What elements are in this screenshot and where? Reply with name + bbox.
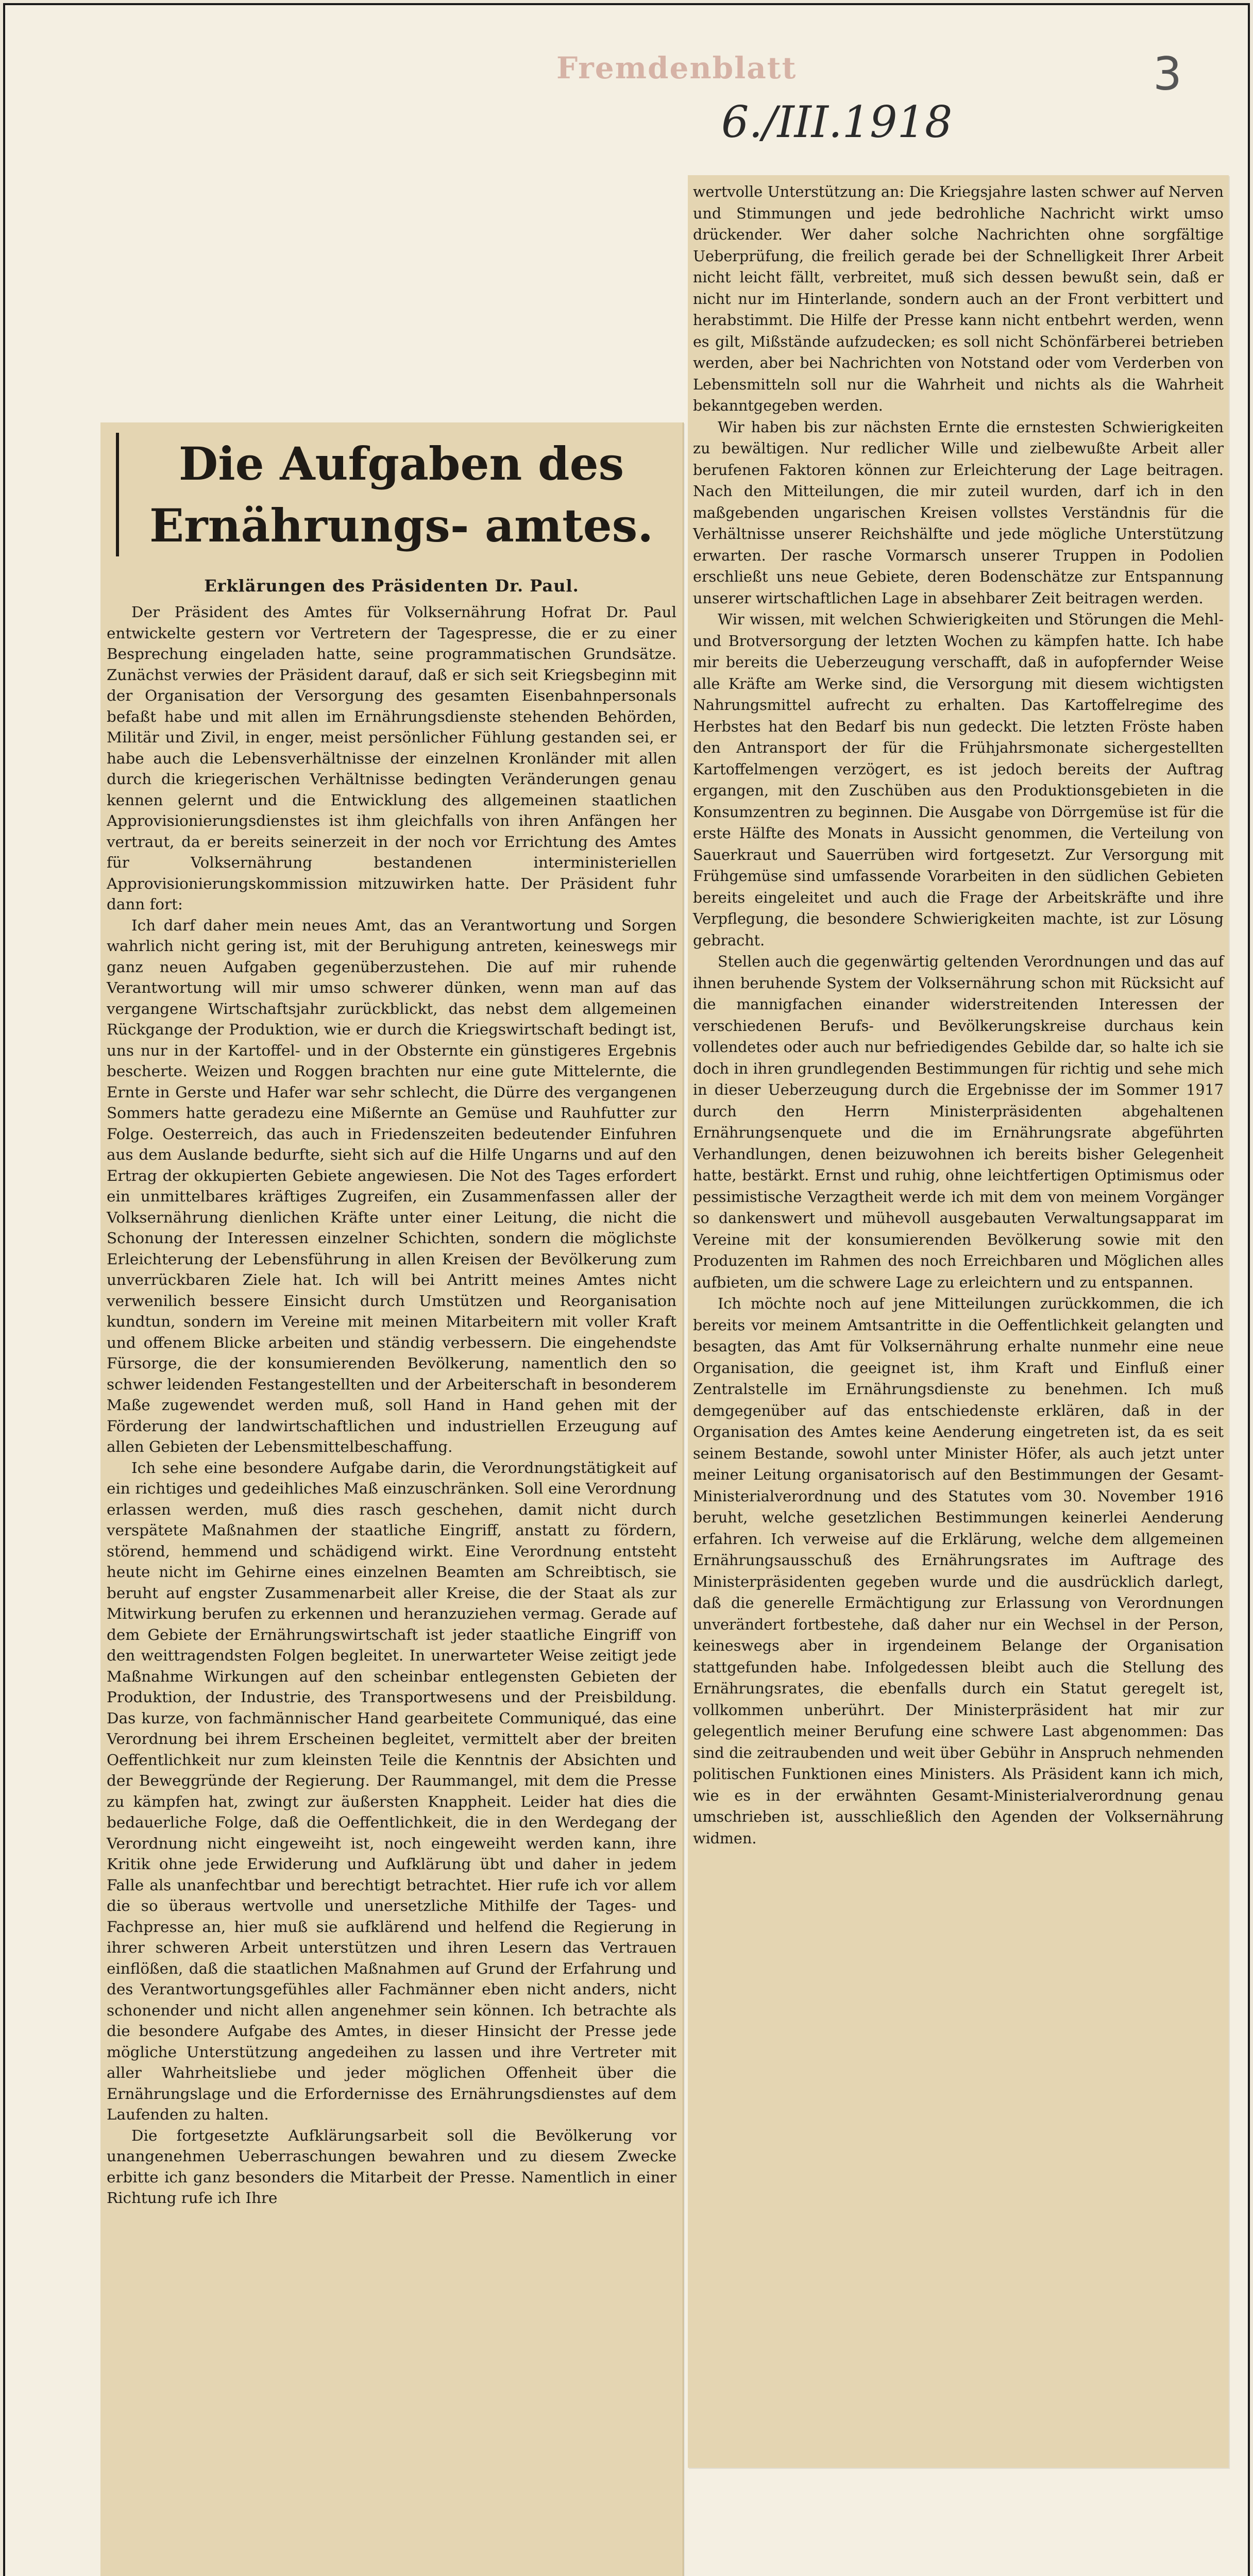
paragraph: Ich möchte noch auf jene Mitteilungen zurückkommen, die ich bereits vor meinem Amtsantritte in die Oeffentlichkeit gelangten und besagten, das Amt für Volksernährung erhalte nunmehr eine neue Organisation, die geeignet ist, ihm Kraft und Einfluß einer Zentralstelle im Ernährungsdienste zu benehmen. Ich muß demgegenüber auf das entschiedenste erklären, daß in der Organisation des Amtes keine Aenderung eingetreten ist, da es seit seinem Bestande, sowohl unter Minister Höfer, als auch jetzt unter meiner Leitung organisatorisch auf den Bestimmungen der Gesamt-Ministerialverordnung und des Statutes vom 30. November 1916 beruht, welche gesetzlichen Bestimmungen keinerlei Aenderung erfahren. Ich verweise auf die Erklärung, welche dem allgemeinen Ernährungsausschuß des Ernährungsrates im Auftrage des Ministerpräsidenten gegeben wurde und die ausdrücklich darlegt, daß die generelle Ermächtigung zur Erlassung von Verordnungen unverändert fortbestehe, daß daher nur ein Wechsel in der Person, keineswegs aber in irgendeinem Belange der Organisation stattgefunden habe. Infolgedessen bleibt auch die Stellung des Ernährungsrates, die ebenfalls durch ein Statut geregelt ist, vollkommen unberührt. Der Ministerpräsident hat mir zur gelegentlich meiner Berufung eine schwere Last abgenommen: Das sind die zeitraubenden und weit über Gebühr in Anspruch nehmenden politischen Funktionen eines Ministers. Als Präsident kann ich mich, wie es in der erwähnten Gesamt-Ministerialverordnung genau umschrieben ist, ausschließlich den Agenden der Volksernährung widmen. [693, 1295, 1224, 1847]
newspaper-masthead: Fremdenblatt [556, 50, 797, 86]
article-headline: Die Aufgaben des Ernährungs- amtes. [116, 433, 676, 556]
paragraph: Die fortgesetzte Aufklärungsarbeit soll die Bevölkerung vor unangenehmen Ueberraschungen bewahren und zu diesem Zwecke erbitte ich ganz besonders die Mitarbeit der Presse. Namentlich in einer Richtung rufe ich Ihre [107, 2126, 676, 2207]
paragraph: Ich darf daher mein neues Amt, das an Verantwortung und Sorgen wahrlich nicht gering ist, mit der Beruhigung antreten, keineswegs mir ganz neuen Aufgaben gegenüberzustehen. Die auf mir ruhende Verantwortung will mir umso schwerer dünken, wenn man auf das vergangene Wirtschaftsjahr zurückblickt, das nebst dem allgemeinen Rückgange der Produktion, wie er durch die Kriegswirtschaft bedingt ist, uns nur in der Kartoffel- und in der Obsternte ein günstigeres Ergebnis bescherte. Weizen und Roggen brachten nur eine gute Mittelernte, die Ernte in Gerste und Hafer war sehr schlecht, die Dürre des vergangenen Sommers hatte geradezu eine Mißernte an Gemüse und Rauhfutter zur Folge. Oesterreich, das auch in Friedenszeiten bedeutender Einfuhren aus dem Auslande bedurfte, sieht sich auf die Hilfe Ungarns und auf den Ertrag der okkupierten Gebiete angewiesen. Die Not des Tages erfordert ein unmittelbares kräftiges Zugreifen, ein Zusammenfassen aller der Volksernährung dienlichen Kräfte unter einer Leitung, die nicht die Schonung der Interessen einzelner Schichten, sondern die möglichste Erleichterung der Lebensführung in allen Kreisen der Bevölkerung zum unverrückbaren Ziele hat. Ich will bei Antritt meines Amtes nicht verwenilich bessere Einsicht durch Umstützen und Reorganisation kundtun, sondern im Vereine mit meinen Mitarbeitern mit voller Kraft und offenem Blicke arbeiten und ständig verbessern. Die eingehendste Fürsorge, die der konsumierenden Bevölkerung, namentlich den so schwer leidenden Festangestellten und der Arbeiterschaft in besonderem Maße zugewendet werden muß, soll Hand in Hand gehen mit der Förderung der landwirtschaftlichen und industriellen Erzeugung auf allen Gebieten der Lebensmittelbeschaffung. [107, 916, 676, 1455]
clipping-left-column [100, 422, 684, 2576]
paragraph: Wir haben bis zur nächsten Ernte die ernstesten Schwierigkeiten zu bewältigen. Nur redlicher Wille und zielbewußte Arbeit aller berufenen Faktoren können zur Erleichterung der Lage beitragen. Nach den Mitteilungen, die mir zuteil wurden, darf ich in den maßgebenden ungarischen Kreisen vollstes Verständnis für die Verhältnisse unserer Reichshälfte und jede mögliche Unterstützung erwarten. Der rasche Vormarsch unserer Truppen in Podolien erschließt uns neue Gebiete, deren Bodenschätze zur Entspannung unserer wirtschaftlichen Lage in absehbarer Zeit beitragen werden. [693, 418, 1224, 607]
paragraph: wertvolle Unterstützung an: Die Kriegsjahre lasten schwer auf Nerven und Stimmungen und jede bedrohliche Nachricht wirkt umso drückender. Wer daher solche Nachrichten ohne sorgfältige Ueberprüfung, die freilich gerade bei der Schnelligkeit Ihrer Arbeit nicht leicht fällt, verbreitet, muß sich dessen bewußt sein, daß er nicht nur im Hinterlande, sondern auch an der Front verbittert und herabstimmt. Die Hilfe der Presse kann nicht entbehrt werden, wenn es gilt, Mißstände aufzudecken; es soll nicht Schönfärberei betrieben werden, aber bei Nachrichten von Notstand oder vom Verderben von Lebensmitteln soll nur die Wahrheit und nichts als die Wahrheit bekanntgegeben werden. [693, 183, 1224, 414]
archive-sheet [3, 3, 1250, 2576]
article-subtitle: Erklärungen des Präsidenten Dr. Paul. [204, 576, 579, 596]
clipping-right-column [688, 175, 1229, 2468]
handwritten-date: 6./III.1918 [721, 97, 953, 147]
paragraph: Stellen auch die gegenwärtig geltenden Verordnungen und das auf ihnen beruhende System der Volksernährung schon mit Rücksicht auf die mannigfachen einander widerstreitenden Interessen der verschiedenen Berufs- und Bevölkerungskreise durchaus kein vollendetes oder auch nur befriedigendes Gebilde dar, so halte ich sie doch in ihren grundlegenden Bestimmungen für richtig und sehe mich in dieser Ueberzeugung durch die Ergebnisse der im Sommer 1917 durch den Herrn Ministerpräsidenten abgehaltenen Ernährungsenquete und die im Ernährungsrate abgeführten Verhandlungen, denen beizuwohnen ich bereits bisher Gelegenheit hatte, bestärkt. Ernst und ruhig, ohne leichtfertigen Optimismus oder pessimistische Verzagtheit werde ich mit dem von meinem Vorgänger so dankenswert und mühevoll ausgebauten Verwaltungsapparat im Vereine mit der konsumierenden Bevölkerung sowie mit den Produzenten im Rahmen des noch Erreichbaren und Möglichen alles aufbieten, um die schwere Lage zu erleichtern und zu entspannen. [693, 953, 1224, 1291]
paragraph: Der Präsident des Amtes für Volksernährung Hofrat Dr. Paul entwickelte gestern vor Vertretern der Tagespresse, die er zu einer Besprechung eingeladen hatte, seine programmatischen Grundsätze. Zunächst verwies der Präsident darauf, daß er sich seit Kriegsbeginn mit der Organisation der Versorgung des gesamten Eisenbahnpersonals befaßt habe und mit allen im Ernährungsdienste stehenden Behörden, Militär und Zivil, in enger, meist persönlicher Fühlung gestanden sei, er habe auch die Lebensverhältnisse der einzelnen Kronländer mit allen durch die kriegerischen Verhältnisse bedingten Veränderungen genau kennen gelernt und die Entwicklung des allgemeinen staatlichen Approvisionierungsdienstes ist ihm gleichfalls von ihren Anfängen her vertraut, da er bereits seinerzeit in der noch vor Errichtung des Amtes für Volksernährung bestandenen interministeriellen Approvisionierungskommission mitzuwirken hatte. Der Präsident fuhr dann fort: [107, 603, 676, 913]
left-column-text [107, 433, 676, 2209]
paragraph: Wir wissen, mit welchen Schwierigkeiten und Störungen die Mehl- und Brotversorgung der letzten Wochen zu kämpfen hatte. Ich habe mir bereits die Ueberzeugung verschafft, daß in aufopfernder Weise alle Kräfte am Werke sind, die Versorgung mit diesem wichtigsten Nahrungsmittel aufrecht zu erhalten. Das Kartoffelregime des Herbstes hat den Bedarf bis nun gedeckt. Die letzten Fröste haben den Antransport der für die Frühjahrsmonate sichergestellten Kartoffelmengen verzögert, es ist jedoch bereits der Auftrag ergangen, mit den Zuschüben aus den Produktionsgebieten in die Konsumzentren zu beginnen. Die Ausgabe von Dörrgemüse ist für die erste Hälfte des Monats in Aussicht genommen, die Verteilung von Sauerkraut und Sauerrüben wird fortgesetzt. Zur Versorgung mit Frühgemüse sind umfassende Vorarbeiten in den südlichen Gebieten bereits eingeleitet und auch die Frage der Arbeitskräfte und ihre Verpflegung, die besondere Schwierigkeiten machte, ist zur Lösung gebracht. [693, 611, 1224, 949]
archive-page-number: 3 [1153, 47, 1182, 100]
paragraph: Ich sehe eine besondere Aufgabe darin, die Verordnungstätigkeit auf ein richtiges und gedeihliches Maß einzuschränken. Soll eine Verordnung erlassen werden, muß dies rasch geschehen, damit nicht durch verspätete Maßnahmen der staatliche Eingriff, anstatt zu fördern, störend, hemmend und schädigend wirkt. Eine Verordnung entsteht heute nicht im Gehirne eines einzelnen Beamten am Schreibtisch, sie beruht auf engster Zusammenarbeit aller Kreise, die der Staat als zur Mitwirkung berufen zu erkennen und heranzuziehen vermag. Gerade auf dem Gebiete der Ernährungswirtschaft ist jeder staatliche Eingriff von den weittragendsten Folgen begleitet. In unerwarteter Weise zeitigt jede Maßnahme Wirkungen auf den scheinbar entlegensten Gebieten der Produktion, der Industrie, des Transportwesens und der Preisbildung. Das kurze, von fachmännischer Hand gearbeitete Communiqué, das eine Verordnung bei ihrem Erscheinen begleitet, vermittelt aber der breiten Oeffentlichkeit nur zum kleinsten Teile die Kenntnis der Absichten und der Beweggründe der Regierung. Der Raummangel, mit dem die Presse zu kämpfen hat, zwingt zur äußersten Knappheit. Leider hat dies die bedauerliche Folge, daß die Oeffentlichkeit, die in den Werdegang der Verordnung nicht eingeweiht ist, noch eingeweiht werden kann, ihre Kritik ohne jede Erwiderung und Aufklärung übt und daher in jedem Falle als unanfechtbar und berechtigt betrachtet. Hier rufe ich vor allem die so überaus wertvolle und unersetzliche Mithilfe der Tages- und Fachpresse an, hier muß sie aufklärend und helfend die Regierung in ihrer schweren Arbeit unterstützen und ihren Lesern das Vertrauen einflößen, daß die staatlichen Maßnahmen auf Grund der Erfahrung und des Verantwortungsgefühles aller Fachmänner eben nicht anders, nicht schonender und nicht allen angenehmer sein können. Ich betrachte als die besondere Aufgabe des Amtes, in dieser Hinsicht der Presse jede mögliche Unterstützung angedeihen zu lassen und ihre Vertreter mit aller Wahrheitsliebe und jeder möglichen Offenheit über die Ernährungslage und die Erfordernisse des Ernährungsdienstes auf dem Laufenden zu halten. [107, 1459, 676, 2123]
right-column-text [693, 181, 1224, 1849]
